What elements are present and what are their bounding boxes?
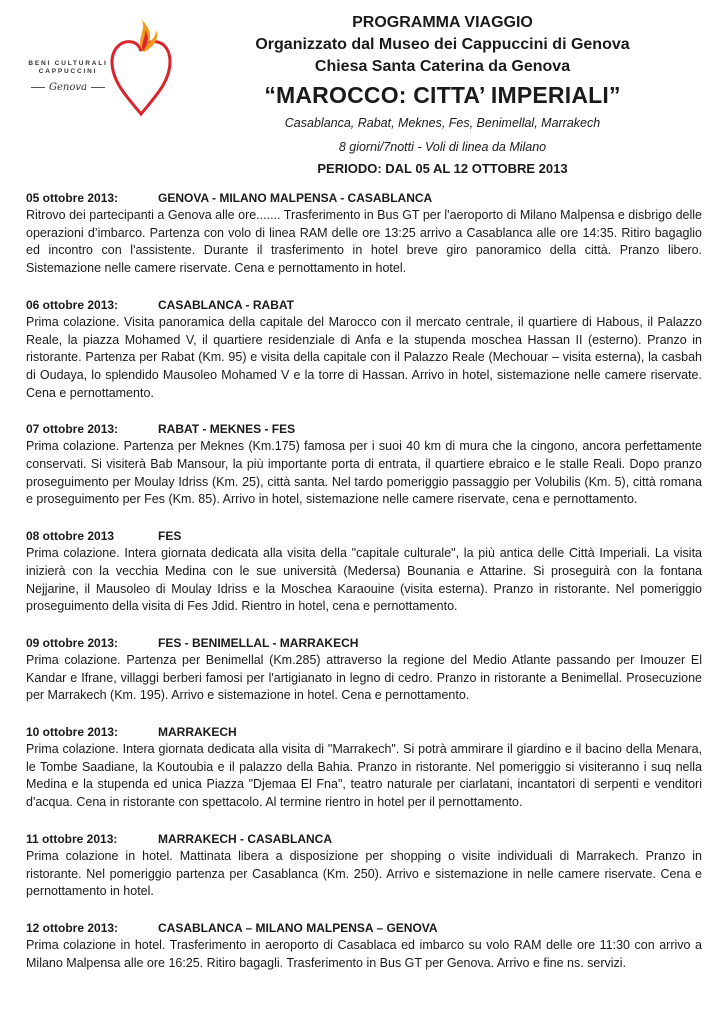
- trip-title: “MAROCCO: CITTA’ IMPERIALI”: [264, 82, 621, 108]
- logo-city: Genova: [22, 82, 114, 93]
- itinerary-day: [26, 297, 702, 403]
- program-heading: PROGRAMMA VIAGGIO: [352, 14, 533, 31]
- day-heading: [26, 421, 702, 438]
- day-heading: [26, 831, 702, 848]
- day-route: RABAT - MEKNES - FES: [158, 422, 296, 437]
- day-heading: [26, 190, 702, 207]
- church-heading: Chiesa Santa Caterina da Genova: [314, 58, 571, 75]
- document-header: [230, 12, 655, 178]
- day-description: Prima colazione. Partenza per Meknes (Km.175) famosa per i suoi 40 km di mura che la cingono, ancora perfettamente conservati. Si visiterà Bab Mansour, la più importante porta di entrata, il quartiere ebraico e le stalle Reali. Dopo pranzo proseguimento per Moulay Idriss (Km. 25), città santa. Nel tardo pomeriggio passaggio per Volubilis (Km. 5), città romana e proseguimento per Fes (Km. 85). Arrivo in hotel, sistemazione nelle camere riservate, cena e pernottamento.: [26, 439, 702, 507]
- logo-line-2: CAPPUCCINI: [38, 68, 98, 75]
- day-heading: [26, 297, 702, 314]
- trip-duration: 8 giorni/7notti - Voli di linea da Milano: [338, 140, 547, 154]
- day-route: FES: [158, 529, 182, 544]
- day-heading: [26, 635, 702, 652]
- itinerary-day: [26, 831, 702, 901]
- organizer-heading: Organizzato dal Museo dei Cappuccini di Genova: [255, 36, 630, 53]
- logo: [14, 10, 174, 120]
- day-heading: [26, 528, 702, 545]
- day-date: 11 ottobre 2013:: [26, 831, 118, 846]
- day-route: FES - BENIMELLAL - MARRAKECH: [158, 635, 359, 650]
- itinerary-day: [26, 528, 702, 616]
- day-route: CASABLANCA - RABAT: [158, 297, 294, 312]
- day-description: Ritrovo dei partecipanti a Genova alle ore....... Trasferimento in Bus GT per l'aeroporto di Milano Malpensa e disbrigo delle operazioni d’imbarco. Partenza con volo di linea RAM delle ore 13:25 arrivo a Casablanca alle ore 14:35. Ritiro bagaglio ed incontro con l'assistente. Durante il trasferimento in hotel breve giro panoramico della città. Pranzo libero. Sistemazione nelle camere riservate. Cena e pernottamento in hotel.: [26, 208, 702, 276]
- day-heading: [26, 724, 702, 741]
- itinerary: [26, 190, 702, 991]
- itinerary-day: [26, 190, 702, 278]
- day-date: 08 ottobre 2013: [26, 529, 115, 544]
- day-route: MARRAKECH: [158, 725, 237, 740]
- day-route: MARRAKECH - CASABLANCA: [158, 831, 332, 846]
- day-description: Prima colazione. Intera giornata dedicata alla visita della "capitale culturale", la più antica delle Città Imperiali. La visita inizierà con la vecchia Medina con le sue università (Medersa) Bounania e Attarine. Si proseguirà con la fontana Nejjarine, il Mausoleo di Moulay Idriss e la Moschea Karaouine (visita esterna). Pranzo in ristorante. Nel pomeriggio proseguimento della visita di Fes Jdid. Rientro in hotel, cena e pernottamento.: [26, 546, 702, 614]
- trip-period: PERIODO: DAL 05 AL 12 OTTOBRE 2013: [317, 161, 568, 176]
- day-description: Prima colazione. Partenza per Benimellal (Km.285) attraverso la regione del Medio Atlante passando per Imouzer El Kandar e Ifrane, villaggi berberi famosi per l'artigianato in legno di cedro. Pranzo in ristorante a Benimellal. Prosecuzione per Marrakech (Km. 195). Arrivo e sistemazione in hotel. Cena e pernottamento.: [26, 652, 702, 703]
- day-description: Prima colazione in hotel. Trasferimento in aeroporto di Casablaca ed imbarco su volo RAM delle ore 11:30 con arrivo a Milano Malpensa alle ore 16:25. Ritiro bagagli. Trasferimento in Bus GT per Genova. Arrivo e fine ns. servizi.: [26, 937, 702, 970]
- day-date: 05 ottobre 2013:: [26, 191, 119, 205]
- day-heading: [26, 920, 702, 937]
- itinerary-day: [26, 635, 702, 705]
- day-date: 10 ottobre 2013:: [26, 725, 119, 740]
- logo-text: [22, 60, 114, 93]
- day-date: 07 ottobre 2013:: [26, 422, 119, 437]
- day-date: 12 ottobre 2013:: [26, 920, 119, 935]
- itinerary-day: [26, 920, 702, 972]
- day-route: GENOVA - MILANO MALPENSA - CASABLANCA: [158, 191, 433, 205]
- day-route: CASABLANCA – MILANO MALPENSA – GENOVA: [158, 920, 438, 935]
- itinerary-day: [26, 421, 702, 509]
- day-date: 06 ottobre 2013:: [26, 297, 119, 312]
- day-description: Prima colazione. Intera giornata dedicata alla visita di "Marrakech". Si potrà ammirare il giardino e il bacino della Menara, le Tombe Saadiane, la Koutoubia e il palazzo della Bahia. Pranzo in ristorante. Nel pomeriggio si visiteranno i suq nella Medina e la stupenda ed unica Piazza "Djemaa El Fna", teatro naturale per ciarlatani, incantatori di serpenti e venditori d'acqua. Cena in ristorante con spettacolo. Al termine rientro in hotel per il pernottamento.: [26, 742, 702, 810]
- logo-line-1: BENI CULTURALI: [28, 60, 108, 67]
- day-date: 09 ottobre 2013:: [26, 635, 119, 650]
- day-description: Prima colazione in hotel. Mattinata libera a disposizione per shopping o visite individuali di Marrakech. Pranzo in ristorante. Nel pomeriggio partenza per Casablanca (Km. 250). Arrivo e sistemazione in nelle camere riservate. Cena e pernottamento in hotel.: [26, 848, 702, 899]
- itinerary-day: [26, 724, 702, 812]
- day-description: Prima colazione. Visita panoramica della capitale del Marocco con il mercato centrale, il quartiere di Habous, il Palazzo Reale, la piazza Mohamed V, il quartiere residenziale di Anfa e la stupenda moschea Hassan II (esterno). Pranzo in ristorante. Partenza per Rabat (Km. 95) e visita della capitale con il Palazzo Reale (Mechouar – visita esterna), la casbah di Oudaya, lo splendido Mausoleo Mohamed V e la torre di Hassan. Arrivo in hotel, sistemazione nelle camere riservate. Cena e pernottamento.: [26, 314, 702, 400]
- heart-flame-icon: [106, 10, 176, 120]
- trip-cities: Casablanca, Rabat, Meknes, Fes, Benimellal, Marrakech: [284, 116, 601, 130]
